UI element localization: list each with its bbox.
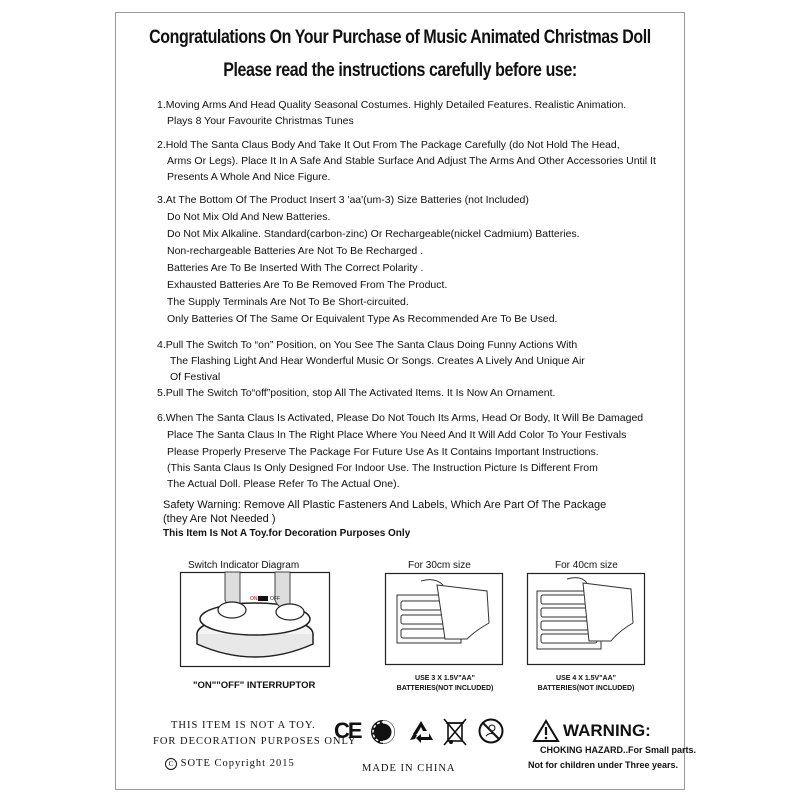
instruction-item-line: Please Properly Preserve The Package For Future Use As It Contains Important Instructions. <box>167 446 599 458</box>
warning-title: WARNING: <box>563 721 651 740</box>
instruction-item-line: Do Not Mix Alkaline. Standard(carbon-zinc) Or Rechargeable(nickel Cadmium) Batteries. <box>167 228 580 240</box>
age-restriction-icon <box>478 718 504 744</box>
sub-title: Please read the instructions carefully before use: <box>223 59 577 81</box>
instruction-item-line: Non-rechargeable Batteries Are Not To Be Recharged . <box>167 245 424 257</box>
instruction-item-line: The Actual Doll. Please Refer To The Actual One). <box>167 478 400 490</box>
switch-off-label: OFF <box>270 596 280 602</box>
instruction-item-line: Plays 8 Your Favourite Christmas Tunes <box>167 115 354 127</box>
instruction-item: 4.Pull The Switch To “on” Position, on You See The Santa Claus Doing Funny Actions With <box>157 339 578 351</box>
instruction-item-line: Of Festival <box>170 371 221 383</box>
size40-note-line: BATTERIES(NOT INCLUDED) <box>537 685 635 692</box>
size30-note-line: USE 3 X 1.5V"AA" <box>415 675 475 682</box>
warning-triangle-icon <box>533 720 559 742</box>
footer-copyright <box>165 758 295 770</box>
warning-line: CHOKING HAZARD..For Small parts. <box>540 745 697 755</box>
instruction-item: 2.Hold The Santa Claus Body And Take It Out From The Package Carefully (do Not Hold The Head, <box>157 139 620 151</box>
warning-line: Not for children under Three years. <box>528 760 679 770</box>
instruction-item-line: Presents A Whole And Nice Figure. <box>167 171 331 183</box>
battery-diagram-30cm <box>385 573 503 665</box>
not-toy-notice: This Item Is Not A Toy.for Decoration Purposes Only <box>163 528 411 539</box>
instruction-item-line: Exhausted Batteries Are To Be Removed From The Product. <box>167 279 448 291</box>
instruction-item: 1.Moving Arms And Head Quality Seasonal Costumes. Highly Detailed Features. Realistic Animation. <box>157 99 627 111</box>
size40-caption: For 40cm size <box>555 560 618 571</box>
battery-diagram-40cm <box>527 573 645 665</box>
switch-diagram <box>180 572 330 667</box>
green-dot-icon <box>370 719 396 745</box>
instruction-item: 5.Pull The Switch To“off”position, stop All The Activated Items. It Is Now An Ornament. <box>157 387 556 399</box>
footer-not-toy: THIS ITEM IS NOT A TOY. <box>171 720 316 731</box>
size30-note-line: BATTERIES(NOT INCLUDED) <box>396 685 494 692</box>
instruction-item-line: Only Batteries Of The Same Or Equivalent Type As Recommended Are To Be Used. <box>167 313 558 325</box>
instruction-item-line: (This Santa Claus Is Only Designed For Indoor Use. The Instruction Picture Is Different From <box>167 462 598 474</box>
main-title: Congratulations On Your Purchase of Music Animated Christmas Doll <box>149 26 651 48</box>
instruction-item-line: The Flashing Light And Hear Wonderful Music Or Songs. Creates A Lively And Unique Air <box>170 355 585 367</box>
safety-warning-line: Safety Warning: Remove All Plastic Fasteners And Labels, Which Are Part Of The Package <box>163 499 607 511</box>
size40-note <box>531 674 641 694</box>
instruction-item-line: Batteries Are To Be Inserted With The Correct Polarity . <box>167 262 424 274</box>
instruction-item-line: Place The Santa Claus In The Right Place Where You Need And It Will Add Color To Your Festivals <box>167 429 627 441</box>
instruction-item-line: Do Not Mix Old And New Batteries. <box>167 211 331 223</box>
instruction-item: 6.When The Santa Claus Is Activated, Please Do Not Touch Its Arms, Head Or Body, It Will Be Damaged <box>157 412 644 424</box>
switch-interruptor-label: "ON""OFF" INTERRUPTOR <box>193 680 316 691</box>
made-in-china: MADE IN CHINA <box>362 763 456 774</box>
switch-diagram-caption: Switch Indicator Diagram <box>188 560 300 571</box>
safety-warning-line: (they Are Not Needed ) <box>163 513 276 525</box>
footer-decoration: FOR DECORATION PURPOSES ONLY <box>153 736 357 747</box>
safety-warning <box>163 498 606 526</box>
switch-on-label: ON <box>250 596 258 602</box>
copyright-text: SOTE Copyright 2015 <box>180 758 295 769</box>
copyright-icon: C <box>165 758 177 770</box>
instruction-item-line: The Supply Terminals Are Not To Be Short-circuited. <box>167 296 409 308</box>
ce-mark-icon: CE <box>334 718 361 743</box>
size30-note <box>390 674 500 694</box>
size40-note-line: USE 4 X 1.5V"AA" <box>556 675 616 682</box>
instruction-item: 3.At The Bottom Of The Product Insert 3 'aa'(um-3) Size Batteries (not Included) <box>157 194 529 206</box>
size30-caption: For 30cm size <box>408 560 471 571</box>
instruction-item-line: Arms Or Legs). Place It In A Safe And Stable Surface And Adjust The Arms And Other Accessories Until It <box>167 155 656 167</box>
recycle-icon <box>407 718 435 746</box>
weee-bin-icon <box>443 717 467 747</box>
